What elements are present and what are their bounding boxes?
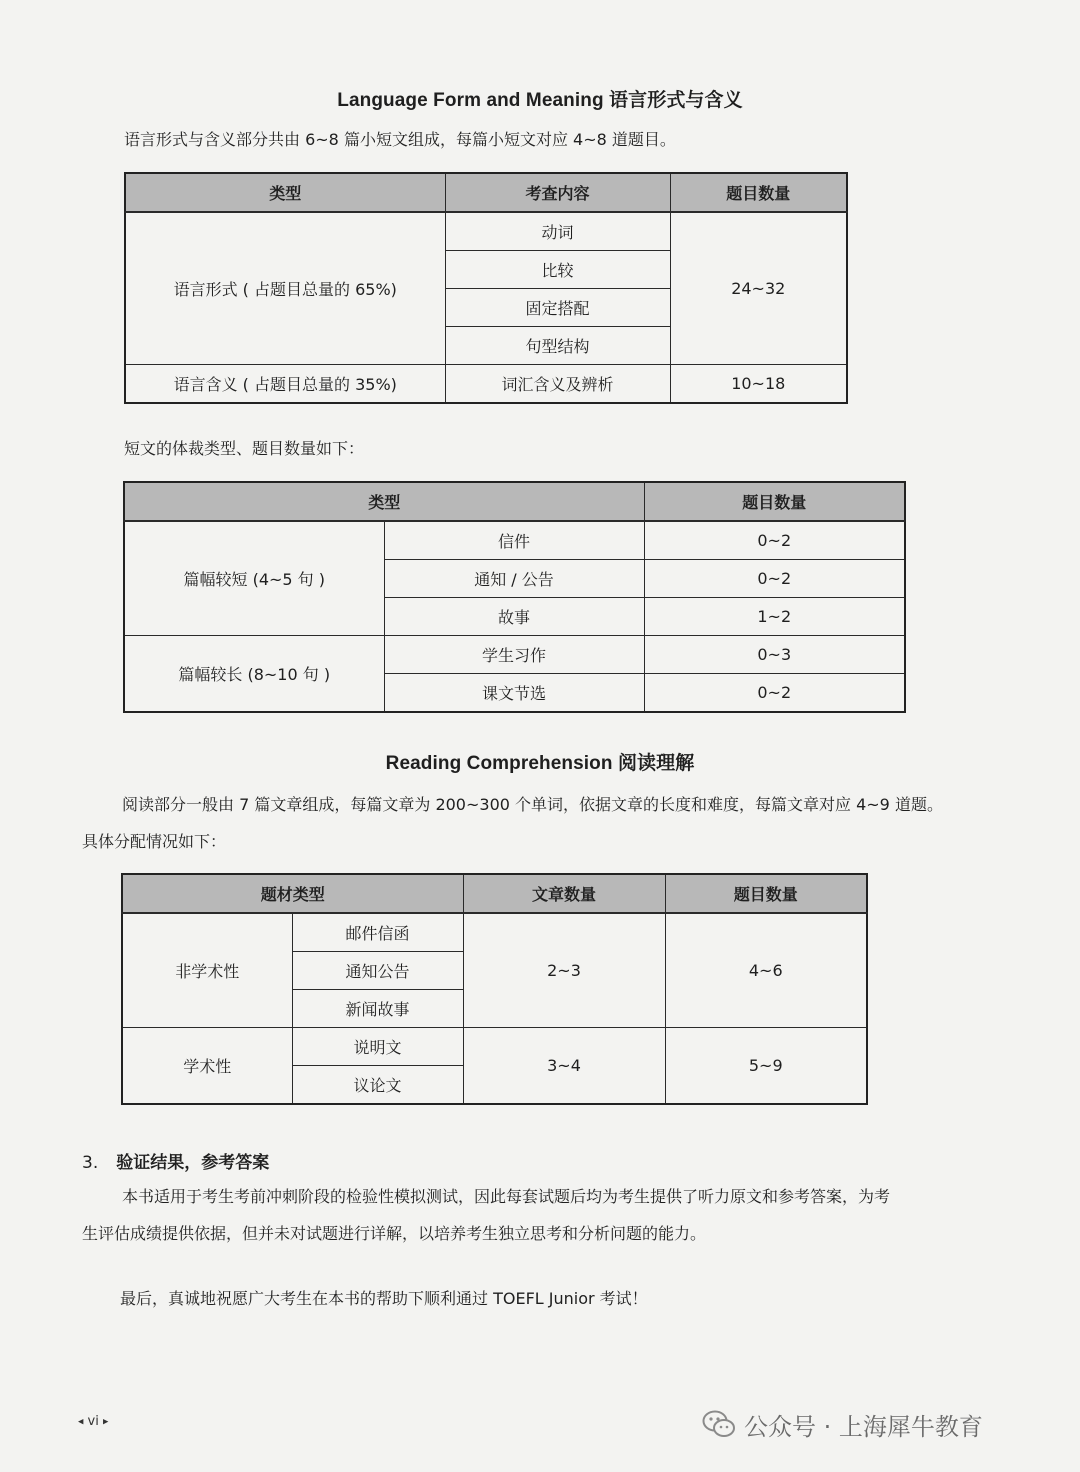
genre-intro: 短文的体裁类型、题目数量如下： [124, 439, 365, 458]
table-header-cell: 题目数量 [644, 482, 905, 521]
table-cell: 邮件信函 [292, 913, 463, 952]
page-number-text: vi [87, 1414, 99, 1429]
table-cell: 比较 [445, 251, 670, 289]
table-header-cell: 题材类型 [122, 874, 463, 913]
table-cell: 1~2 [644, 598, 905, 636]
table-header-cell: 类型 [125, 173, 445, 212]
table-cell: 故事 [384, 598, 644, 636]
table-row [124, 636, 905, 674]
table-header-cell: 考查内容 [445, 173, 670, 212]
table-header-row [125, 173, 847, 212]
table-header-row [122, 874, 867, 913]
table-header-cell: 题目数量 [665, 874, 867, 913]
wechat-icon [702, 1409, 736, 1439]
table-cell: 新闻故事 [292, 990, 463, 1028]
lfm-intro: 语言形式与含义部分共由 6~8 篇小短文组成，每篇小短文对应 4~8 道题目。 [124, 130, 676, 149]
lfm-heading: Language Form and Meaning 语言形式与含义 [337, 90, 743, 111]
closing-text: 最后，真诚地祝愿广大考生在本书的帮助下顺利通过 TOEFL Junior 考试！ [120, 1289, 648, 1308]
table-cell: 说明文 [292, 1028, 463, 1066]
long-genre-cell: 篇幅较长 (8~10 句 ) [124, 636, 384, 713]
section3-title: 验证结果，参考答案 [116, 1153, 270, 1173]
table-cell: 通知公告 [292, 952, 463, 990]
table-header-cell: 题目数量 [670, 173, 847, 212]
rc-intro-line2: 具体分配情况如下： [82, 832, 227, 851]
nonacademic-questions-cell: 4~6 [665, 913, 867, 1028]
rc-table [121, 873, 868, 1105]
academic-questions-cell: 5~9 [665, 1028, 867, 1105]
table-cell: 动词 [445, 212, 670, 251]
meaning-type-cell: 语言含义 ( 占题目总量的 35%) [125, 365, 445, 404]
form-count-cell: 24~32 [670, 212, 847, 365]
rc-heading: Reading Comprehension 阅读理解 [385, 753, 695, 774]
table-cell: 0~2 [644, 674, 905, 713]
table-cell: 固定搭配 [445, 289, 670, 327]
academic-articles-cell: 3~4 [463, 1028, 665, 1105]
table-row [122, 913, 867, 952]
table-cell: 0~2 [644, 560, 905, 598]
table-cell: 议论文 [292, 1066, 463, 1105]
short-genre-cell: 篇幅较短 (4~5 句 ) [124, 521, 384, 636]
left-triangle-icon: ◀ [78, 1417, 84, 1426]
rc-intro-line1: 阅读部分一般由 7 篇文章组成，每篇文章为 200~300 个单词，依据文章的长度和难度，每篇文章对应 4~9 道题。 [122, 795, 943, 814]
nonacademic-articles-cell: 2~3 [463, 913, 665, 1028]
table-cell: 学生习作 [384, 636, 644, 674]
lfm-table [124, 172, 848, 404]
table-row [125, 365, 847, 404]
nonacademic-cell: 非学术性 [122, 913, 292, 1028]
table-row [122, 1028, 867, 1066]
right-triangle-icon: ▶ [102, 1417, 109, 1426]
table-cell: 通知 / 公告 [384, 560, 644, 598]
meaning-count-cell: 10~18 [670, 365, 847, 404]
genre-table [123, 481, 906, 713]
watermark-text: 公众号 · 上海犀牛教育 [744, 1412, 983, 1441]
table-row [125, 212, 847, 251]
table-header-cell: 类型 [124, 482, 644, 521]
table-cell: 词汇含义及辨析 [445, 365, 670, 404]
section3-number: 3. [82, 1153, 99, 1173]
page-number [78, 1414, 108, 1429]
table-cell: 信件 [384, 521, 644, 560]
table-cell: 0~2 [644, 521, 905, 560]
table-header-row [124, 482, 905, 521]
table-header-cell: 文章数量 [463, 874, 665, 913]
table-cell: 句型结构 [445, 327, 670, 365]
form-type-cell: 语言形式 ( 占题目总量的 65%) [125, 212, 445, 365]
academic-cell: 学术性 [122, 1028, 292, 1105]
section3-heading [82, 1148, 269, 1173]
table-row [124, 521, 905, 560]
table-cell: 0~3 [644, 636, 905, 674]
table-cell: 课文节选 [384, 674, 644, 713]
section3-para-line1: 本书适用于考生考前冲刺阶段的检验性模拟测试，因此每套试题后均为考生提供了听力原文和参考答案，为考 [122, 1187, 891, 1206]
section3-para-line2: 生评估成绩提供依据，但并未对试题进行详解，以培养考生独立思考和分析问题的能力。 [82, 1224, 707, 1243]
watermark [702, 1404, 983, 1444]
